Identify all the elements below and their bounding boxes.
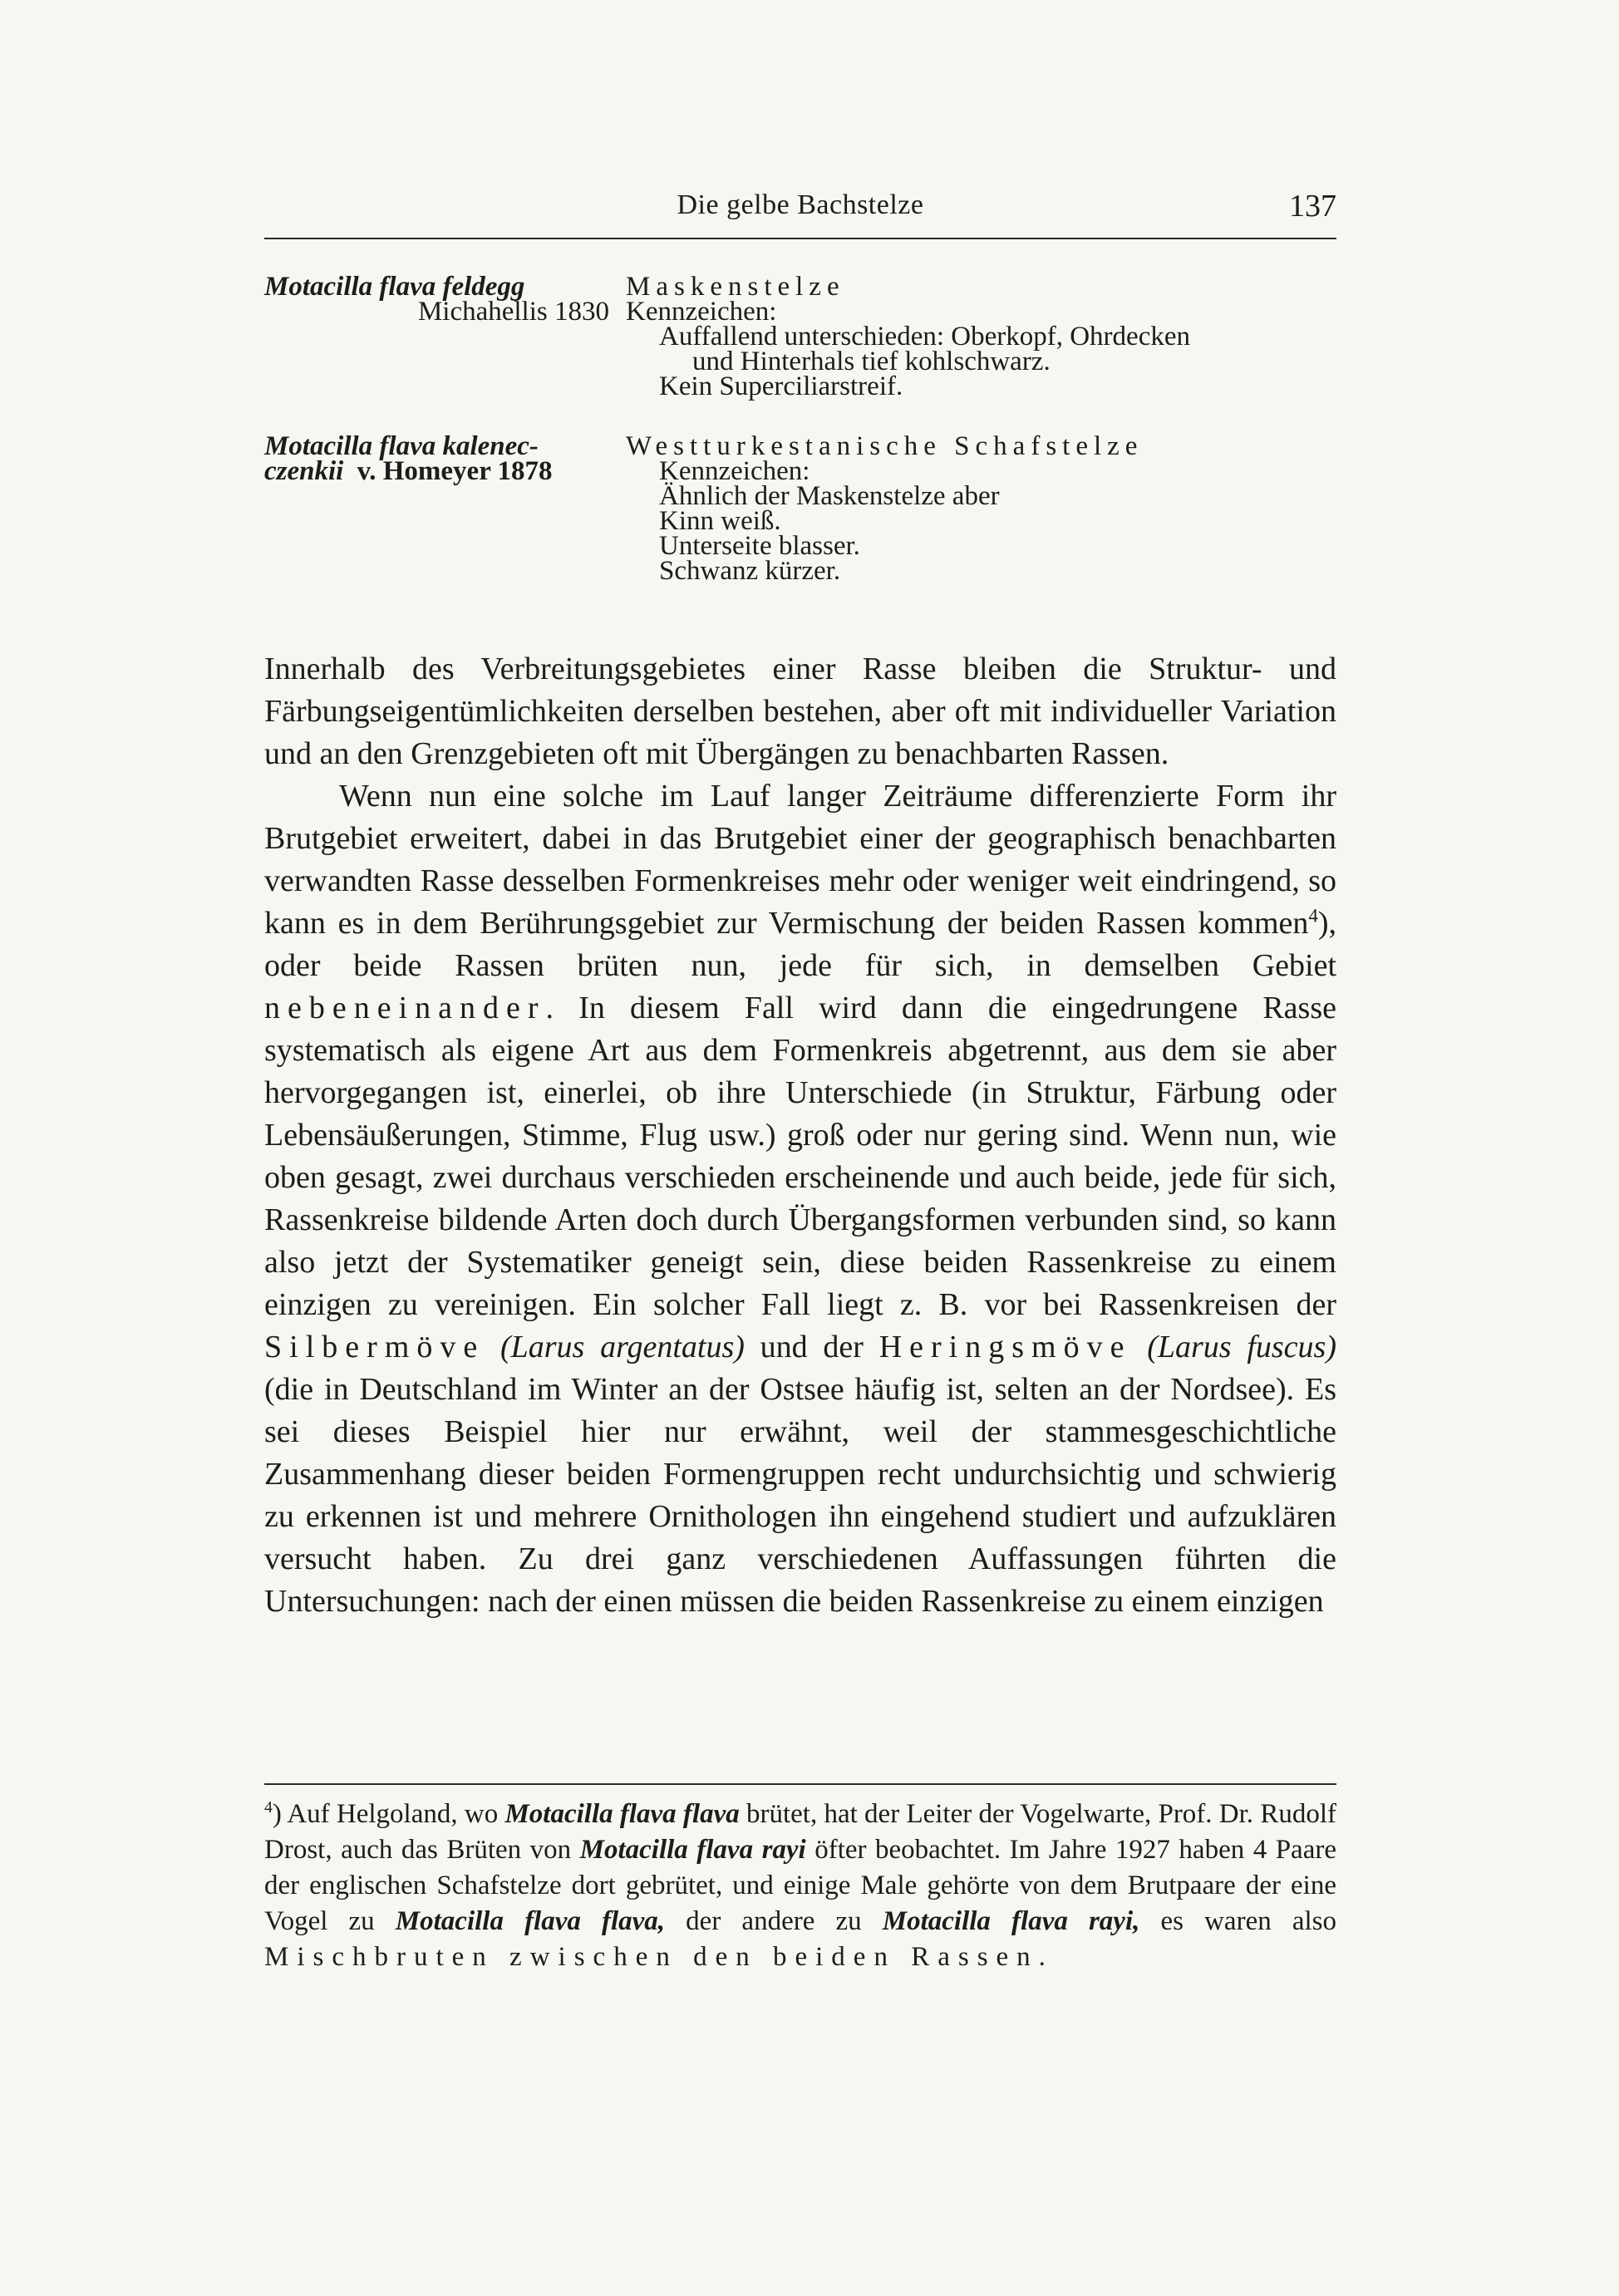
page-number: 137 bbox=[1289, 189, 1336, 224]
taxon-name-column bbox=[264, 431, 609, 486]
characteristic-line: Unterseite blasser. bbox=[659, 531, 860, 561]
scientific-name: Motacilla flava feldegg bbox=[264, 272, 525, 302]
scientific-name-inline: Motacilla flava rayi bbox=[579, 1835, 806, 1865]
scientific-name-inline: Motacilla flava flava bbox=[504, 1799, 740, 1829]
taxon-description-column bbox=[626, 431, 1341, 586]
common-name: Westturkestanische Schafstelze bbox=[626, 431, 1144, 461]
taxon-description-column bbox=[626, 274, 1341, 399]
header-rule bbox=[264, 238, 1336, 239]
characteristic-line: Kinn weiß. bbox=[659, 506, 781, 536]
characteristics-label: Kennzeichen: bbox=[659, 456, 810, 486]
characteristic-line: Schwanz kürzer. bbox=[659, 556, 841, 586]
paragraph-2: Wenn nun eine solche im Lauf langer Zeiträume differenzierte Form ihr Brutgebiet erweitert, dabei in das Brutgebiet einer der geographisch benachbarten verwandten Rasse desselben Formenkreises mehr oder weniger weit eindringend, so kann es in dem Berührungsgebiet zur Vermischung der beiden Rassen kommen$^4$), oder beide Rassen brüten nun, jede für sich, in demselben Gebiet nebeneinander. In diesem Fall wird dann die eingedrungene Rasse systematisch als eigene Art aus dem Formenkreis abgetrennt, aus dem sie aber hervorgegangen ist, einerlei, ob ihre Unterschiede (in Struktur, Färbung oder Lebensäußerungen, Stimme, Flug usw.) groß oder nur gering sind. Wenn nun, wie oben gesagt, zwei durchaus verschieden erscheinende und auch beide, jede für sich, Rassenkreise bildende Arten doch durch Übergangsformen verbunden sind, so kann also jetzt der Systematiker geneigt sein, diese beiden Rassenkreise zu einem einzigen zu vereinigen. Ein solcher Fall liegt z. B. vor bei Rassenkreisen der Silbermöve (Larus argentatus) und der Heringsmöve (Larus fuscus) (die in Deutschland im Winter an der Ostsee häufig ist, selten an der Nordsee). Es sei dieses Beispiel hier nur erwähnt, weil der stammesgeschichtliche Zusammenhang dieser beiden Formengruppen recht undurchsichtig und schwierig zu erkennen ist und mehrere Ornithologen ihn eingehend studiert und aufzuklären versucht haben. Zu drei ganz verschiedenen Auffassungen führten die Untersuchungen: nach der einen müssen die beiden Rassenkreise zu einem einzigen bbox=[264, 779, 1336, 1619]
scientific-name-inline: (Larus fuscus) bbox=[1131, 1330, 1336, 1364]
emphasis-spaced: Heringsmöve bbox=[878, 1330, 1132, 1364]
scientific-name-inline: Motacilla flava flava, bbox=[395, 1906, 666, 1936]
characteristic-line: Kein Superciliarstreif. bbox=[659, 371, 903, 401]
footnote-reference[interactable]: 4 bbox=[1308, 905, 1318, 927]
common-name: Maskenstelze bbox=[626, 272, 845, 302]
footnote-marker: 4 bbox=[264, 1798, 273, 1817]
footnote: $^4$) Auf Helgoland, wo Motacilla flava flava brütet, hat der Leiter der Vogelwarte, Prof. Dr. Rudolf Drost, auch das Brüten von Motacilla flava rayi öfter beobachtet. Im Jahre 1927 haben 4 Paare der englischen Schafstelze dort gebrütet, und einige Male gehörte von dem Brutpaare der eine Vogel zu Motacilla flava flava, der andere zu Motacilla flava rayi, es waren also Mischbruten zwischen den beiden Rassen. bbox=[264, 1798, 1336, 1972]
running-title: Die gelbe Bachstelze bbox=[677, 189, 924, 220]
paragraph-1: Innerhalb des Verbreitungsgebietes einer Rasse bleiben die Struktur- und Färbungseigentümlichkeiten derselben bestehen, aber oft mit individueller Variation und an den Grenzgebieten oft mit Übergängen zu benachbarten Rassen. bbox=[264, 651, 1336, 771]
characteristic-line: Ähnlich der Maskenstelze aber bbox=[659, 481, 1000, 511]
characteristic-line: und Hinterhals tief kohlschwarz. bbox=[692, 347, 1051, 376]
taxon-authority: Michahellis 1830 bbox=[417, 297, 609, 327]
scientific-name-inline: (Larus argentatus) bbox=[485, 1330, 745, 1364]
scientific-name-inline: Motacilla flava rayi, bbox=[882, 1906, 1140, 1936]
scientific-name: Motacilla flava kalenec- bbox=[264, 431, 539, 461]
taxon-name-column bbox=[264, 272, 609, 327]
taxon-authority: v. Homeyer 1878 bbox=[357, 456, 553, 486]
taxon-entry-kalenec bbox=[264, 431, 1336, 617]
characteristic-line: Auffallend unterschieden: Oberkopf, Ohrdecken bbox=[659, 322, 1190, 352]
footnote-rule bbox=[264, 1783, 1336, 1785]
taxon-entry-feldegg bbox=[264, 274, 1336, 424]
characteristics-label: Kennzeichen: bbox=[626, 297, 777, 327]
scientific-name-continued: czenkii v. Homeyer 1878 bbox=[264, 456, 553, 486]
emphasis-spaced: Mischbruten zwischen den beiden Rassen. bbox=[264, 1942, 1054, 1972]
running-header bbox=[264, 189, 1336, 236]
body-text bbox=[264, 648, 1336, 1623]
emphasis-spaced: Silbermöve bbox=[264, 1330, 485, 1364]
emphasis-spaced: nebeneinander bbox=[264, 991, 546, 1025]
